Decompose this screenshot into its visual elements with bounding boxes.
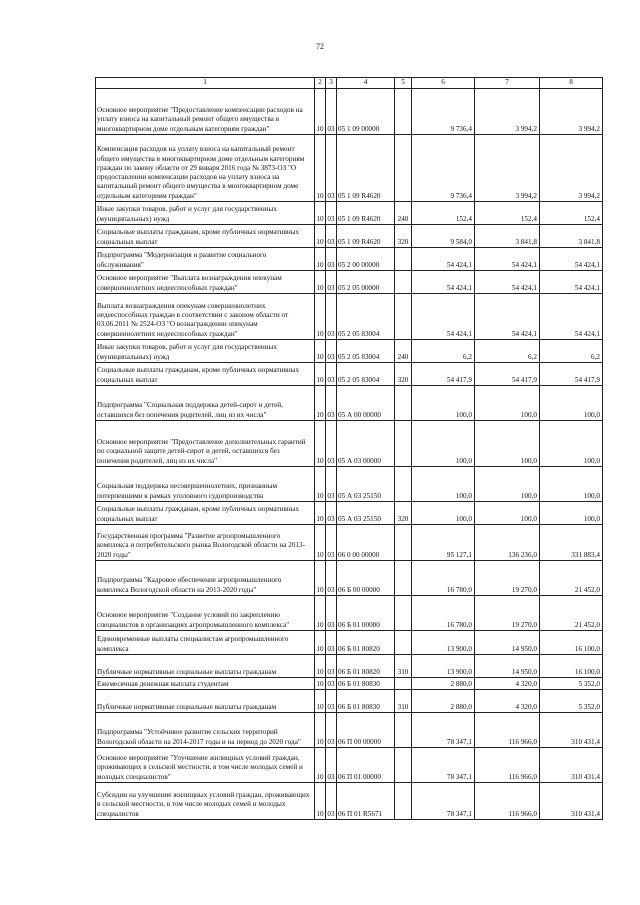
target-article-cell: 05 1 09 00000 xyxy=(337,89,395,135)
amount-year3-cell: 310 431,4 xyxy=(540,713,603,748)
amount-year3-cell: 100,0 xyxy=(540,467,603,502)
section-cell: 10 xyxy=(315,713,326,748)
target-article-cell: 05 2 05 83004 xyxy=(337,340,395,363)
amount-year2-cell: 100,0 xyxy=(475,467,540,502)
amount-year3-cell: 16 100,0 xyxy=(540,655,603,678)
expense-type-cell xyxy=(395,561,412,596)
amount-year3-cell: 152,4 xyxy=(540,202,603,225)
expense-type-cell xyxy=(395,294,412,340)
row-name-cell: Государственная программа "Развитие агропромышленного комплекса и потребительского рынка Вологодской области на 2013-2020 годы" xyxy=(96,525,315,561)
table-row xyxy=(96,502,603,525)
amount-year2-cell: 116 966,0 xyxy=(475,783,540,820)
amount-year1-cell: 54 417,9 xyxy=(412,363,475,386)
subsection-cell: 03 xyxy=(326,525,337,561)
amount-year1-cell: 78 347,1 xyxy=(412,748,475,783)
amount-year2-cell: 152,4 xyxy=(475,202,540,225)
row-name-cell: Социальные выплаты гражданам, кроме публичных нормативных социальных выплат xyxy=(96,502,315,525)
subsection-cell: 03 xyxy=(326,748,337,783)
table-row xyxy=(96,294,603,340)
expense-type-cell xyxy=(395,678,412,690)
target-article-cell: 05 А 03 25150 xyxy=(337,502,395,525)
amount-year1-cell: 13 900,0 xyxy=(412,655,475,678)
amount-year3-cell: 310 431,4 xyxy=(540,748,603,783)
table-row xyxy=(96,225,603,248)
amount-year2-cell: 54 424,1 xyxy=(475,271,540,294)
amount-year3-cell: 54 424,1 xyxy=(540,271,603,294)
target-article-cell: 05 1 09 R4620 xyxy=(337,202,395,225)
section-cell: 10 xyxy=(315,386,326,421)
row-name-cell: Публичные нормативные социальные выплаты гражданам xyxy=(96,655,315,678)
amount-year1-cell: 2 880,0 xyxy=(412,690,475,713)
amount-year3-cell: 310 431,4 xyxy=(540,783,603,820)
subsection-cell: 03 xyxy=(326,386,337,421)
section-cell: 10 xyxy=(315,561,326,596)
table-row xyxy=(96,363,603,386)
amount-year1-cell: 16 780,0 xyxy=(412,596,475,631)
expense-type-cell: 320 xyxy=(395,502,412,525)
expense-type-cell: 240 xyxy=(395,202,412,225)
amount-year2-cell: 4 320,0 xyxy=(475,690,540,713)
expense-type-cell: 310 xyxy=(395,655,412,678)
subsection-cell: 03 xyxy=(326,502,337,525)
expense-type-cell: 240 xyxy=(395,340,412,363)
table-row xyxy=(96,467,603,502)
section-cell: 10 xyxy=(315,135,326,202)
subsection-cell: 03 xyxy=(326,294,337,340)
section-cell: 10 xyxy=(315,678,326,690)
section-cell: 10 xyxy=(315,89,326,135)
section-cell: 10 xyxy=(315,502,326,525)
amount-year1-cell: 78 347,1 xyxy=(412,783,475,820)
header-cell: 1 xyxy=(96,78,315,89)
target-article-cell: 05 А 03 00000 xyxy=(337,421,395,467)
target-article-cell: 05 А 00 00000 xyxy=(337,386,395,421)
subsection-cell: 03 xyxy=(326,135,337,202)
expense-type-cell xyxy=(395,525,412,561)
subsection-cell: 03 xyxy=(326,340,337,363)
subsection-cell: 03 xyxy=(326,631,337,655)
target-article-cell: 05 1 09 R4620 xyxy=(337,225,395,248)
budget-table xyxy=(95,77,603,820)
table-row xyxy=(96,783,603,820)
expense-type-cell xyxy=(395,783,412,820)
section-cell: 10 xyxy=(315,363,326,386)
amount-year2-cell: 54 417,9 xyxy=(475,363,540,386)
subsection-cell: 03 xyxy=(326,248,337,271)
amount-year3-cell: 100,0 xyxy=(540,421,603,467)
target-article-cell: 06 Б 01 80820 xyxy=(337,631,395,655)
section-cell: 10 xyxy=(315,596,326,631)
amount-year3-cell: 3 994,2 xyxy=(540,135,603,202)
table-row xyxy=(96,89,603,135)
subsection-cell: 03 xyxy=(326,467,337,502)
amount-year2-cell: 3 841,8 xyxy=(475,225,540,248)
amount-year3-cell: 3 841,8 xyxy=(540,225,603,248)
section-cell: 10 xyxy=(315,202,326,225)
expense-type-cell xyxy=(395,386,412,421)
table-row xyxy=(96,561,603,596)
subsection-cell: 03 xyxy=(326,225,337,248)
row-name-cell: Подпрограмма "Социальная поддержка детей-сирот и детей, оставшихся без попечения родителей, лиц из их числа" xyxy=(96,386,315,421)
expense-type-cell xyxy=(395,631,412,655)
target-article-cell: 06 П 00 00000 xyxy=(337,713,395,748)
target-article-cell: 06 Б 01 80820 xyxy=(337,655,395,678)
subsection-cell: 03 xyxy=(326,783,337,820)
row-name-cell: Субсидии на улучшение жилищных условий граждан, проживающих в сельской местности, в том числе молодых семей и молодых специалистов xyxy=(96,783,315,820)
amount-year2-cell: 19 270,0 xyxy=(475,596,540,631)
target-article-cell: 06 П 01 R5671 xyxy=(337,783,395,820)
amount-year1-cell: 2 880,0 xyxy=(412,678,475,690)
amount-year2-cell: 100,0 xyxy=(475,386,540,421)
expense-type-cell: 320 xyxy=(395,225,412,248)
expense-type-cell xyxy=(395,748,412,783)
amount-year3-cell: 100,0 xyxy=(540,502,603,525)
amount-year1-cell: 54 424,1 xyxy=(412,271,475,294)
row-name-cell: Основное мероприятие "Предоставление компенсации расходов на уплату взноса на капитальный ремонт общего имущества в многоквартирном доме отдельным категориям граждан" xyxy=(96,89,315,135)
expense-type-cell xyxy=(395,713,412,748)
expense-type-cell xyxy=(395,248,412,271)
amount-year1-cell: 100,0 xyxy=(412,502,475,525)
row-name-cell: Выплата вознаграждения опекунам совершеннолетних недееспособных граждан в соответствии с законом области от 03.06.2011 № 2524-ОЗ "О вознаграждении опекунам совершеннолетних недееспособных граждан" xyxy=(96,294,315,340)
table-row xyxy=(96,596,603,631)
amount-year2-cell: 116 966,0 xyxy=(475,748,540,783)
header-cell: 3 xyxy=(326,78,337,89)
amount-year1-cell: 13 900,0 xyxy=(412,631,475,655)
subsection-cell: 03 xyxy=(326,89,337,135)
amount-year3-cell: 21 452,0 xyxy=(540,561,603,596)
section-cell: 10 xyxy=(315,421,326,467)
table-row xyxy=(96,631,603,655)
row-name-cell: Иные закупки товаров, работ и услуг для государственных (муниципальных) нужд xyxy=(96,202,315,225)
subsection-cell: 03 xyxy=(326,678,337,690)
table-row xyxy=(96,271,603,294)
section-cell: 10 xyxy=(315,248,326,271)
target-article-cell: 05 1 09 R4620 xyxy=(337,135,395,202)
target-article-cell: 06 П 01 00000 xyxy=(337,748,395,783)
amount-year1-cell: 100,0 xyxy=(412,386,475,421)
header-cell: 2 xyxy=(315,78,326,89)
amount-year3-cell: 5 352,0 xyxy=(540,678,603,690)
section-cell: 10 xyxy=(315,748,326,783)
row-name-cell: Компенсация расходов на уплату взноса на капитальный ремонт общего имущества в многоквартирном доме отдельным категориям граждан по закону области от 29 января 2016 года № 3873-ОЗ "О предоставлении компенсации расходов на уплату взноса на капитальный ремонт общего имущества в многоквартирном доме отдельным категориям граждан" xyxy=(96,135,315,202)
expense-type-cell xyxy=(395,596,412,631)
section-cell: 10 xyxy=(315,225,326,248)
target-article-cell: 06 Б 00 00000 xyxy=(337,561,395,596)
target-article-cell: 06 0 00 00000 xyxy=(337,525,395,561)
target-article-cell: 05 А 03 25150 xyxy=(337,467,395,502)
row-name-cell: Основное мероприятие "Выплата вознаграждения опекунам совершеннолетних недееспособных граждан" xyxy=(96,271,315,294)
expense-type-cell xyxy=(395,467,412,502)
target-article-cell: 06 Б 01 80830 xyxy=(337,678,395,690)
table-row xyxy=(96,202,603,225)
section-cell: 10 xyxy=(315,690,326,713)
amount-year3-cell: 54 417,9 xyxy=(540,363,603,386)
section-cell: 10 xyxy=(315,783,326,820)
section-cell: 10 xyxy=(315,271,326,294)
amount-year1-cell: 100,0 xyxy=(412,421,475,467)
header-cell: 4 xyxy=(337,78,395,89)
row-name-cell: Подпрограмма "Устойчивое развитие сельских территорий Вологодской области на 2014-2017 годы и на период до 2020 года" xyxy=(96,713,315,748)
amount-year2-cell: 100,0 xyxy=(475,502,540,525)
table-header-row xyxy=(96,78,603,89)
header-cell: 5 xyxy=(395,78,412,89)
amount-year2-cell: 19 270,0 xyxy=(475,561,540,596)
amount-year3-cell: 3 994,2 xyxy=(540,89,603,135)
amount-year3-cell: 54 424,1 xyxy=(540,248,603,271)
section-cell: 10 xyxy=(315,340,326,363)
header-cell: 8 xyxy=(540,78,603,89)
amount-year2-cell: 100,0 xyxy=(475,421,540,467)
subsection-cell: 03 xyxy=(326,271,337,294)
amount-year2-cell: 54 424,1 xyxy=(475,294,540,340)
subsection-cell: 03 xyxy=(326,596,337,631)
amount-year3-cell: 5 352,0 xyxy=(540,690,603,713)
amount-year1-cell: 6,2 xyxy=(412,340,475,363)
table-row xyxy=(96,340,603,363)
target-article-cell: 05 2 05 83004 xyxy=(337,294,395,340)
subsection-cell: 03 xyxy=(326,202,337,225)
amount-year3-cell: 54 424,1 xyxy=(540,294,603,340)
row-name-cell: Социальная поддержка несовершеннолетних, признанным потерпевшими в рамках уголовного судопроизводства xyxy=(96,467,315,502)
amount-year1-cell: 9 584,0 xyxy=(412,225,475,248)
section-cell: 10 xyxy=(315,467,326,502)
subsection-cell: 03 xyxy=(326,655,337,678)
amount-year1-cell: 54 424,1 xyxy=(412,294,475,340)
amount-year3-cell: 6,2 xyxy=(540,340,603,363)
row-name-cell: Публичные нормативные социальные выплаты гражданам xyxy=(96,690,315,713)
amount-year3-cell: 16 100,0 xyxy=(540,631,603,655)
expense-type-cell xyxy=(395,421,412,467)
table-row xyxy=(96,655,603,678)
header-cell: 7 xyxy=(475,78,540,89)
row-name-cell: Основное мероприятие "Улучшение жилищных условий граждан, проживающих в сельской местности, в том числе молодых семей и молодых специалистов" xyxy=(96,748,315,783)
amount-year2-cell: 3 994,2 xyxy=(475,135,540,202)
table-row xyxy=(96,386,603,421)
amount-year1-cell: 16 780,0 xyxy=(412,561,475,596)
amount-year2-cell: 4 320,0 xyxy=(475,678,540,690)
table-row xyxy=(96,248,603,271)
amount-year1-cell: 9 736,4 xyxy=(412,89,475,135)
page-number: 72 xyxy=(316,42,324,51)
section-cell: 10 xyxy=(315,294,326,340)
amount-year2-cell: 116 966,0 xyxy=(475,713,540,748)
row-name-cell: Иные закупки товаров, работ и услуг для государственных (муниципальных) нужд xyxy=(96,340,315,363)
amount-year3-cell: 21 452,0 xyxy=(540,596,603,631)
expense-type-cell xyxy=(395,89,412,135)
row-name-cell: Подпрограмма "Кадровое обеспечение агропромышленного комплекса Вологодской области на 2013-2020 годы" xyxy=(96,561,315,596)
subsection-cell: 03 xyxy=(326,363,337,386)
row-name-cell: Единовременные выплаты специалистам агропромышленного комплекса xyxy=(96,631,315,655)
amount-year2-cell: 54 424,1 xyxy=(475,248,540,271)
row-name-cell: Основное мероприятие "Предоставление дополнительных гарантий по социальной защите детей-сирот и детей, оставшихся без попечения родителей, лиц из их числа" xyxy=(96,421,315,467)
header-cell: 6 xyxy=(412,78,475,89)
subsection-cell: 03 xyxy=(326,690,337,713)
amount-year1-cell: 78 347,1 xyxy=(412,713,475,748)
subsection-cell: 03 xyxy=(326,561,337,596)
target-article-cell: 06 Б 01 80830 xyxy=(337,690,395,713)
row-name-cell: Ежемесячная денежная выплата студентам xyxy=(96,678,315,690)
amount-year1-cell: 95 127,1 xyxy=(412,525,475,561)
target-article-cell: 05 2 05 83004 xyxy=(337,363,395,386)
amount-year1-cell: 100,0 xyxy=(412,467,475,502)
table-row xyxy=(96,421,603,467)
amount-year1-cell: 152,4 xyxy=(412,202,475,225)
amount-year3-cell: 331 883,4 xyxy=(540,525,603,561)
amount-year3-cell: 100,0 xyxy=(540,386,603,421)
row-name-cell: Социальные выплаты гражданам, кроме публичных нормативных социальных выплат xyxy=(96,225,315,248)
table-row xyxy=(96,713,603,748)
amount-year1-cell: 9 736,4 xyxy=(412,135,475,202)
amount-year2-cell: 3 994,2 xyxy=(475,89,540,135)
amount-year2-cell: 6,2 xyxy=(475,340,540,363)
row-name-cell: Подпрограмма "Модернизация и развитие социального обслуживания" xyxy=(96,248,315,271)
section-cell: 10 xyxy=(315,655,326,678)
amount-year2-cell: 14 950,0 xyxy=(475,655,540,678)
section-cell: 10 xyxy=(315,631,326,655)
expense-type-cell: 320 xyxy=(395,363,412,386)
target-article-cell: 05 2 05 00000 xyxy=(337,271,395,294)
table-row xyxy=(96,525,603,561)
section-cell: 10 xyxy=(315,525,326,561)
target-article-cell: 05 2 00 00000 xyxy=(337,248,395,271)
table-row xyxy=(96,690,603,713)
expense-type-cell xyxy=(395,271,412,294)
table-body xyxy=(96,78,603,820)
table-row xyxy=(96,678,603,690)
table-row xyxy=(96,135,603,202)
expense-type-cell xyxy=(395,135,412,202)
target-article-cell: 06 Б 01 00000 xyxy=(337,596,395,631)
table-row xyxy=(96,748,603,783)
subsection-cell: 03 xyxy=(326,713,337,748)
amount-year2-cell: 136 236,0 xyxy=(475,525,540,561)
amount-year1-cell: 54 424,1 xyxy=(412,248,475,271)
expense-type-cell: 310 xyxy=(395,690,412,713)
subsection-cell: 03 xyxy=(326,421,337,467)
row-name-cell: Основное мероприятие "Создание условий по закреплению специалистов в организациях агропромышленного комплекса" xyxy=(96,596,315,631)
row-name-cell: Социальные выплаты гражданам, кроме публичных нормативных социальных выплат xyxy=(96,363,315,386)
amount-year2-cell: 14 950,0 xyxy=(475,631,540,655)
